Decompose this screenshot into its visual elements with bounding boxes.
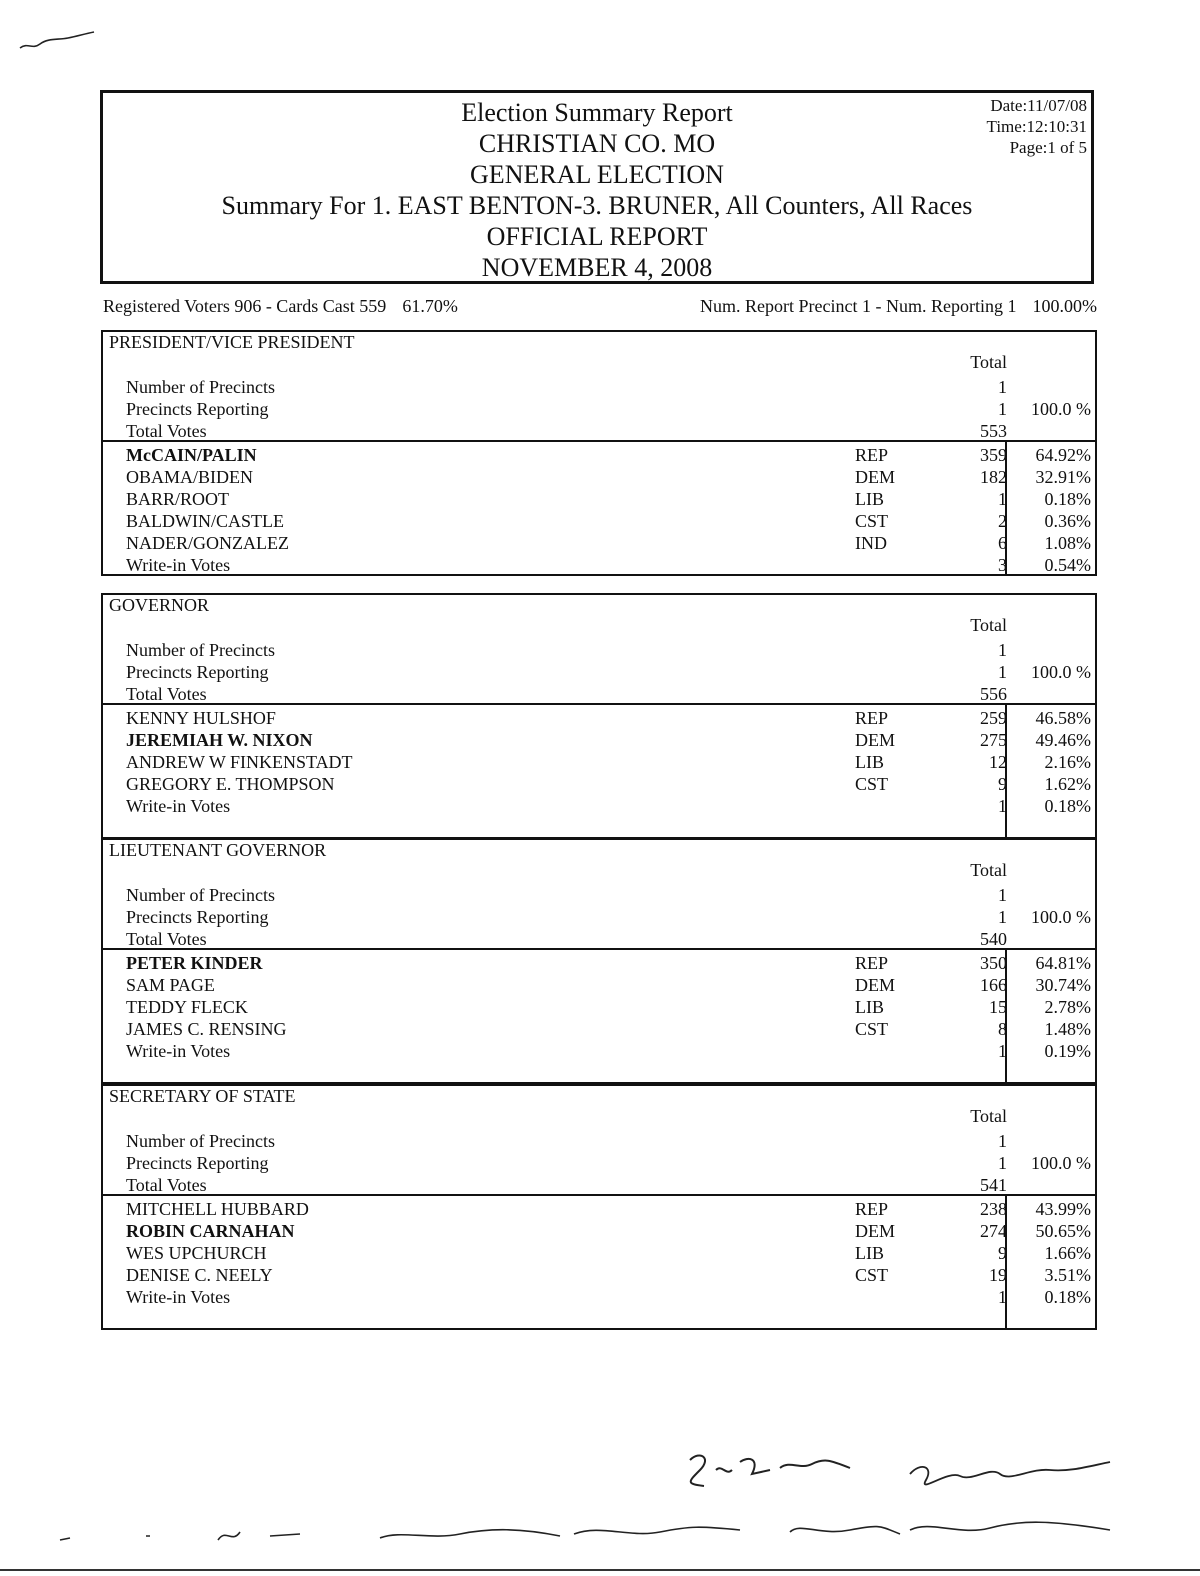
table-row	[103, 444, 1095, 466]
party-code: DEM	[855, 1221, 895, 1241]
row-label: BALDWIN/CASTLE	[126, 511, 284, 531]
row-label: ROBIN CARNAHAN	[126, 1221, 295, 1241]
vote-total: 540	[980, 929, 1007, 949]
vote-total: 350	[980, 953, 1007, 973]
vote-total: 6	[998, 533, 1007, 553]
table-row	[103, 510, 1095, 532]
vote-total: 541	[980, 1175, 1007, 1195]
row-label: WES UPCHURCH	[126, 1243, 267, 1263]
row-label: Write-in Votes	[126, 1287, 231, 1307]
table-row	[103, 1130, 1095, 1152]
vote-total: 1	[998, 1131, 1007, 1151]
report-type: OFFICIAL REPORT	[486, 222, 708, 251]
vote-total: 259	[980, 708, 1007, 728]
reporting-text: Num. Report Precinct 1 - Num. Reporting 1	[700, 296, 1017, 316]
party-code: REP	[855, 445, 889, 465]
table-row	[103, 906, 1095, 928]
party-code: LIB	[855, 997, 884, 1017]
vote-total: 359	[980, 445, 1007, 465]
vote-percent: 2.16%	[1044, 752, 1091, 772]
row-label: McCAIN/PALIN	[126, 445, 257, 465]
report-date: Date:11/07/08	[990, 96, 1087, 115]
party-code: CST	[855, 1019, 889, 1039]
party-code: REP	[855, 1199, 889, 1219]
row-label: PETER KINDER	[126, 953, 263, 973]
row-label: Number of Precincts	[126, 640, 275, 660]
vote-total: 553	[980, 421, 1007, 441]
total-column-header: Total	[970, 1106, 1007, 1126]
row-label: SAM PAGE	[126, 975, 215, 995]
row-label: Number of Precincts	[126, 1131, 275, 1151]
race-block	[101, 593, 1097, 839]
table-row	[103, 466, 1095, 488]
row-label: Number of Precincts	[126, 377, 275, 397]
table-row	[103, 952, 1095, 974]
vote-percent: 32.91%	[1035, 467, 1091, 487]
row-label: OBAMA/BIDEN	[126, 467, 254, 487]
table-row	[103, 639, 1095, 661]
registered-voters-line	[103, 296, 458, 317]
row-label: JEREMIAH W. NIXON	[126, 730, 313, 750]
vote-total: 1	[998, 662, 1007, 682]
vote-percent: 43.99%	[1035, 1199, 1091, 1219]
turnout-percent: 61.70%	[402, 296, 458, 316]
registered-voters-text: Registered Voters 906 - Cards Cast 559	[103, 296, 387, 316]
total-column-header: Total	[970, 352, 1007, 372]
report-time: Time:12:10:31	[986, 117, 1087, 136]
race-block	[101, 838, 1097, 1084]
table-row	[103, 928, 1095, 950]
vote-total: 15	[989, 997, 1007, 1017]
total-column-header: Total	[970, 615, 1007, 635]
table-row	[103, 996, 1095, 1018]
row-label: Write-in Votes	[126, 796, 231, 816]
table-row	[103, 554, 1095, 576]
row-label: Precincts Reporting	[126, 1153, 269, 1173]
vote-percent: 1.66%	[1044, 1243, 1091, 1263]
vote-total: 1	[998, 1041, 1007, 1061]
vote-total: 1	[998, 796, 1007, 816]
party-code: CST	[855, 774, 889, 794]
table-row	[103, 707, 1095, 729]
row-label: Total Votes	[126, 929, 207, 949]
row-label: Precincts Reporting	[126, 907, 269, 927]
divider	[103, 440, 1095, 442]
row-label: Total Votes	[126, 421, 207, 441]
vote-total: 19	[989, 1265, 1007, 1285]
table-row	[103, 1152, 1095, 1174]
vote-percent: 3.51%	[1044, 1265, 1091, 1285]
summary-line: Summary For 1. EAST BENTON-3. BRUNER, All Counters, All Races	[221, 191, 973, 220]
vote-percent: 46.58%	[1035, 708, 1091, 728]
table-row	[103, 884, 1095, 906]
vote-percent: 2.78%	[1044, 997, 1091, 1017]
vote-total: 1	[998, 1153, 1007, 1173]
row-label: KENNY HULSHOF	[126, 708, 276, 728]
divider	[103, 703, 1095, 705]
vote-percent: 0.19%	[1044, 1041, 1091, 1061]
table-row	[103, 773, 1095, 795]
vote-percent: 0.18%	[1044, 489, 1091, 509]
election-date: NOVEMBER 4, 2008	[481, 253, 713, 282]
vote-total: 1	[998, 489, 1007, 509]
race-block	[101, 1084, 1097, 1330]
party-code: REP	[855, 708, 889, 728]
table-row	[103, 1174, 1095, 1196]
race-block	[101, 330, 1097, 576]
vote-percent: 1.08%	[1044, 533, 1091, 553]
table-row	[103, 795, 1095, 817]
row-label: Number of Precincts	[126, 885, 275, 905]
row-label: GREGORY E. THOMPSON	[126, 774, 335, 794]
vote-percent: 50.65%	[1035, 1221, 1091, 1241]
table-row	[103, 1198, 1095, 1220]
party-code: LIB	[855, 752, 884, 772]
election-name: GENERAL ELECTION	[470, 160, 724, 189]
vote-percent: 1.48%	[1044, 1019, 1091, 1039]
vote-total: 274	[980, 1221, 1007, 1241]
vote-total: 2	[998, 511, 1007, 531]
vote-percent: 100.0 %	[1031, 662, 1091, 682]
reporting-percent: 100.00%	[1032, 296, 1097, 316]
vote-total: 3	[998, 555, 1007, 575]
table-row	[103, 376, 1095, 398]
row-label: Write-in Votes	[126, 555, 231, 575]
vote-total: 238	[980, 1199, 1007, 1219]
county-name: CHRISTIAN CO. MO	[478, 129, 716, 158]
row-label: Total Votes	[126, 1175, 207, 1195]
signature-area	[0, 1440, 1200, 1571]
vote-total: 182	[980, 467, 1007, 487]
vote-percent: 0.18%	[1044, 796, 1091, 816]
table-row	[103, 488, 1095, 510]
row-label: MITCHELL HUBBARD	[126, 1199, 309, 1219]
party-code: CST	[855, 511, 889, 531]
vote-percent: 100.0 %	[1031, 907, 1091, 927]
table-row	[103, 1220, 1095, 1242]
table-row	[103, 398, 1095, 420]
vote-percent: 64.92%	[1035, 445, 1091, 465]
vote-total: 275	[980, 730, 1007, 750]
vote-total: 1	[998, 885, 1007, 905]
race-title: GOVERNOR	[109, 595, 210, 615]
vote-percent: 0.18%	[1044, 1287, 1091, 1307]
vote-total: 556	[980, 684, 1007, 704]
row-label: BARR/ROOT	[126, 489, 230, 509]
table-row	[103, 420, 1095, 442]
table-row	[103, 1040, 1095, 1062]
party-code: LIB	[855, 489, 884, 509]
divider	[103, 1194, 1095, 1196]
party-code: IND	[855, 533, 887, 553]
vote-total: 1	[998, 377, 1007, 397]
vote-total: 1	[998, 399, 1007, 419]
party-code: DEM	[855, 975, 895, 995]
report-header-box	[100, 90, 1094, 284]
divider	[103, 948, 1095, 950]
report-meta	[987, 95, 1087, 158]
vote-percent: 100.0 %	[1031, 1153, 1091, 1173]
party-code: REP	[855, 953, 889, 973]
party-code: DEM	[855, 467, 895, 487]
row-label: DENISE C. NEELY	[126, 1265, 273, 1285]
row-label: Total Votes	[126, 684, 207, 704]
vote-percent: 30.74%	[1035, 975, 1091, 995]
vote-percent: 1.62%	[1044, 774, 1091, 794]
table-row	[103, 974, 1095, 996]
table-row	[103, 1242, 1095, 1264]
race-title: PRESIDENT/VICE PRESIDENT	[109, 332, 355, 352]
party-code: CST	[855, 1265, 889, 1285]
table-row	[103, 751, 1095, 773]
row-label: Precincts Reporting	[126, 399, 269, 419]
vote-total: 12	[989, 752, 1007, 772]
vote-percent: 0.36%	[1044, 511, 1091, 531]
race-title: SECRETARY OF STATE	[109, 1086, 296, 1106]
vote-percent: 0.54%	[1044, 555, 1091, 575]
vote-percent: 100.0 %	[1031, 399, 1091, 419]
party-code: DEM	[855, 730, 895, 750]
party-code: LIB	[855, 1243, 884, 1263]
table-row	[103, 683, 1095, 705]
row-label: NADER/GONZALEZ	[126, 533, 289, 553]
total-column-header: Total	[970, 860, 1007, 880]
row-label: Precincts Reporting	[126, 662, 269, 682]
vote-total: 1	[998, 1287, 1007, 1307]
row-label: JAMES C. RENSING	[126, 1019, 287, 1039]
table-row	[103, 1264, 1095, 1286]
row-label: Write-in Votes	[126, 1041, 231, 1061]
row-label: TEDDY FLECK	[126, 997, 248, 1017]
vote-total: 1	[998, 640, 1007, 660]
vote-total: 166	[980, 975, 1007, 995]
reporting-line	[700, 296, 1097, 317]
race-title: LIEUTENANT GOVERNOR	[109, 840, 327, 860]
vote-total: 9	[998, 774, 1007, 794]
vote-percent: 49.46%	[1035, 730, 1091, 750]
table-row	[103, 532, 1095, 554]
corner-scribble-mark	[18, 30, 98, 54]
report-title: Election Summary Report	[461, 98, 733, 127]
vote-total: 8	[998, 1019, 1007, 1039]
row-label: ANDREW W FINKENSTADT	[126, 752, 353, 772]
page-number: Page:1 of 5	[1009, 138, 1087, 157]
table-row	[103, 661, 1095, 683]
handwritten-signatures	[0, 1440, 1200, 1571]
table-row	[103, 729, 1095, 751]
table-row	[103, 1018, 1095, 1040]
report-title-block	[103, 97, 1091, 283]
vote-total: 9	[998, 1243, 1007, 1263]
vote-percent: 64.81%	[1035, 953, 1091, 973]
vote-total: 1	[998, 907, 1007, 927]
table-row	[103, 1286, 1095, 1308]
